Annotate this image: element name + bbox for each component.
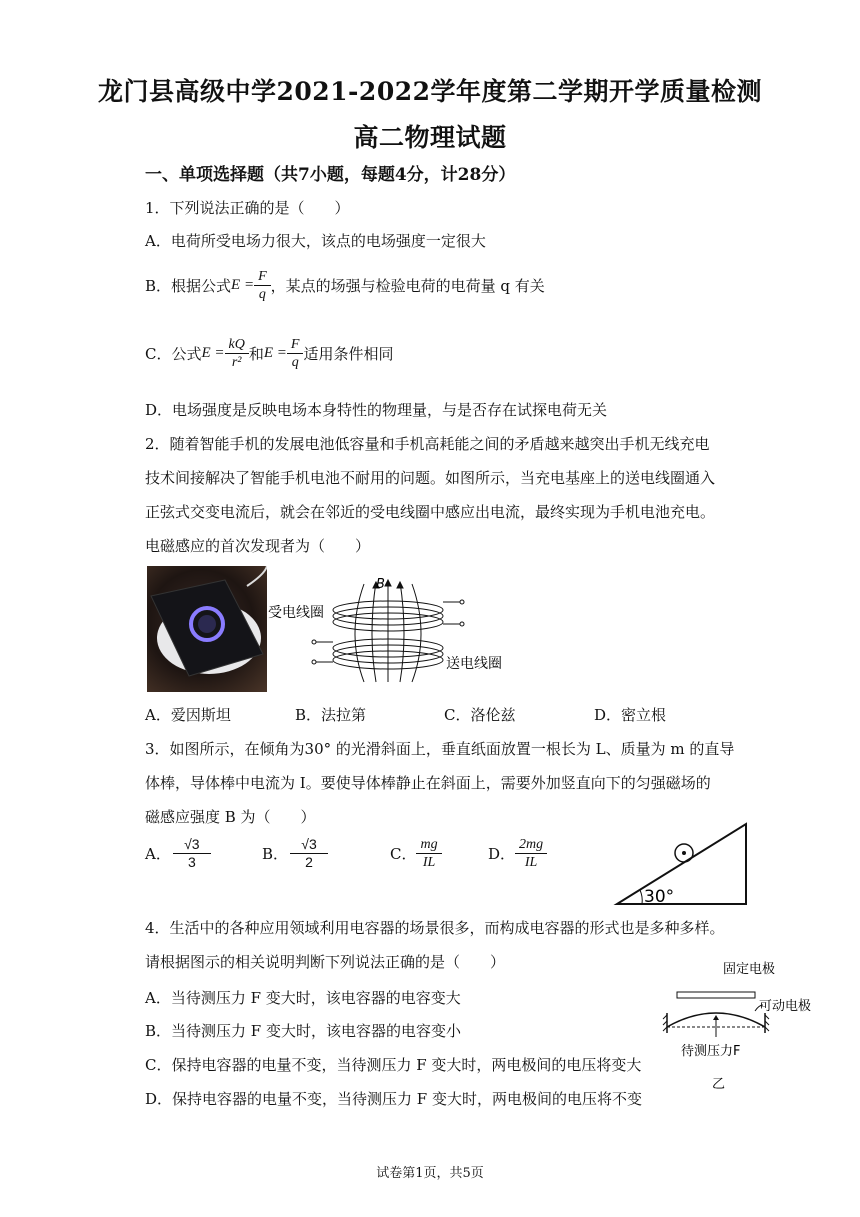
formula-lhs: E =: [201, 345, 225, 361]
formula-lhs: E =: [231, 277, 255, 293]
q2-line-3: 正弦式交变电流后，就会在邻近的受电线圈中感应出电流，最终实现为手机电池充电。: [145, 503, 716, 521]
q2-option-c: C．洛伦兹: [444, 706, 516, 724]
send-coil-label: 送电线圈: [446, 656, 502, 672]
q4-option-d: D．保持电容器的电量不变，当待测压力 F 变大时，两电极间的电压将不变: [145, 1090, 642, 1108]
fixed-electrode-label: 固定电极: [723, 962, 776, 977]
q2-option-b: B．法拉第: [295, 706, 367, 724]
formula-lhs: E =: [263, 345, 287, 361]
fraction-numerator: kQ: [228, 337, 245, 352]
fraction-denominator: q: [254, 285, 271, 303]
q3-line-2: 体棒，导体棒中电流为 I。要使导体棒静止在斜面上，需要外加竖直向下的匀强磁场的: [145, 774, 711, 792]
fraction-denominator: q: [287, 353, 304, 371]
fraction-denominator: 2: [290, 853, 328, 871]
field-label-b: B: [376, 577, 385, 592]
exam-title: 龙门县高级中学2021-2022学年度第二学期开学质量检测: [97, 77, 763, 106]
q3-line-1: 3．如图所示，在倾角为30° 的光滑斜面上，垂直纸面放置一根长为 L、质量为 m 的直导: [145, 740, 735, 758]
q2-line-2: 技术间接解决了智能手机电池不耐用的问题。如图所示，当充电基座上的送电线圈通入: [145, 469, 716, 487]
q1-option-c: [145, 336, 394, 371]
fraction-f-over-q: [256, 268, 269, 303]
fraction-denominator: r²: [225, 353, 249, 371]
incline-diagram: [612, 820, 752, 910]
page-footer: 试卷第1页，共5页: [376, 1166, 484, 1181]
movable-electrode-label: 可动电极: [759, 999, 812, 1014]
phone-on-charger-image: [147, 566, 267, 692]
q3-option-c: [390, 836, 442, 871]
q4-option-b: B．当待测压力 F 变大时，该电容器的电容变小: [145, 1022, 461, 1040]
fraction-denominator: IL: [515, 853, 547, 871]
fraction-numerator: √3: [301, 836, 317, 852]
wireless-charger-photo: [147, 566, 267, 692]
q4-option-c: C．保持电容器的电量不变，当待测压力 F 变大时，两电极间的电压将变大: [145, 1056, 642, 1074]
fraction-numerator: F: [258, 269, 267, 284]
q1-option-c-mid: 和: [248, 345, 264, 363]
option-label: B．: [262, 845, 289, 863]
option-label: D．: [488, 845, 516, 863]
fraction: [173, 836, 211, 871]
fraction-numerator: √3: [184, 836, 200, 852]
q3-option-a: [145, 836, 213, 871]
q1-option-b-suffix: ，某点的场强与检验电荷的电荷量 q 有关: [270, 277, 545, 295]
incline-angle-label: 30°: [644, 887, 675, 907]
fraction: [517, 836, 545, 871]
q3-option-b: [262, 836, 330, 871]
fraction-f-over-q: [289, 336, 302, 371]
q4-option-a: A．当待测压力 F 变大时，该电容器的电容变大: [145, 989, 461, 1007]
receive-coil-label: 受电线圈: [268, 605, 324, 621]
pressure-force-label: 待测压力F: [681, 1044, 741, 1059]
q3-line-3: 磁感应强度 B 为（ ）: [145, 808, 316, 826]
q3-option-d: [488, 836, 547, 871]
q1-option-c-prefix: C．公式: [145, 345, 202, 363]
fraction-denominator: 3: [173, 853, 211, 871]
q1-option-c-suffix: 适用条件相同: [303, 345, 394, 363]
exam-subtitle: 高二物理试题: [353, 123, 507, 152]
option-label: A．: [145, 845, 171, 863]
fraction-kq-over-r2: [227, 336, 247, 371]
q1-option-d: D．电场强度是反映电场本身特性的物理量，与是否存在试探电荷无关: [145, 401, 608, 419]
figure-tag-label: 乙: [712, 1077, 726, 1092]
fraction-numerator: 2mg: [519, 837, 544, 852]
capacitor-diagram: [655, 955, 825, 1095]
q2-line-1: 2．随着智能手机的发展电池低容量和手机高耗能之间的矛盾越来越突出手机无线充电: [145, 435, 710, 453]
fraction: [418, 836, 439, 871]
q4-line-1: 4．生活中的各种应用领域利用电容器的场景很多，而构成电容器的形式也是多种多样。: [145, 919, 725, 937]
q1-option-a: A．电荷所受电场力很大，该点的电场强度一定很大: [145, 232, 486, 250]
option-label: C．: [390, 845, 417, 863]
q1-option-b-prefix: B．根据公式: [145, 277, 232, 295]
fraction-denominator: IL: [416, 853, 441, 871]
q2-line-4: 电磁感应的首次发现者为（ ）: [145, 537, 371, 555]
fixed-electrode: [677, 992, 755, 998]
q1-option-b: [145, 268, 545, 303]
q1-stem: 1．下列说法正确的是（ ）: [145, 199, 350, 217]
q4-line-2: 请根据图示的相关说明判断下列说法正确的是（ ）: [145, 953, 506, 971]
q2-option-d: D．密立根: [594, 706, 667, 724]
fraction-numerator: mg: [420, 837, 438, 852]
q2-option-a: A．爱因斯坦: [145, 706, 231, 724]
fraction-numerator: F: [290, 337, 300, 352]
fraction: [290, 836, 328, 871]
section-heading: 一、单项选择题（共7小题，每题4分，计28分）: [145, 165, 516, 185]
coil-diagram: [268, 572, 518, 692]
